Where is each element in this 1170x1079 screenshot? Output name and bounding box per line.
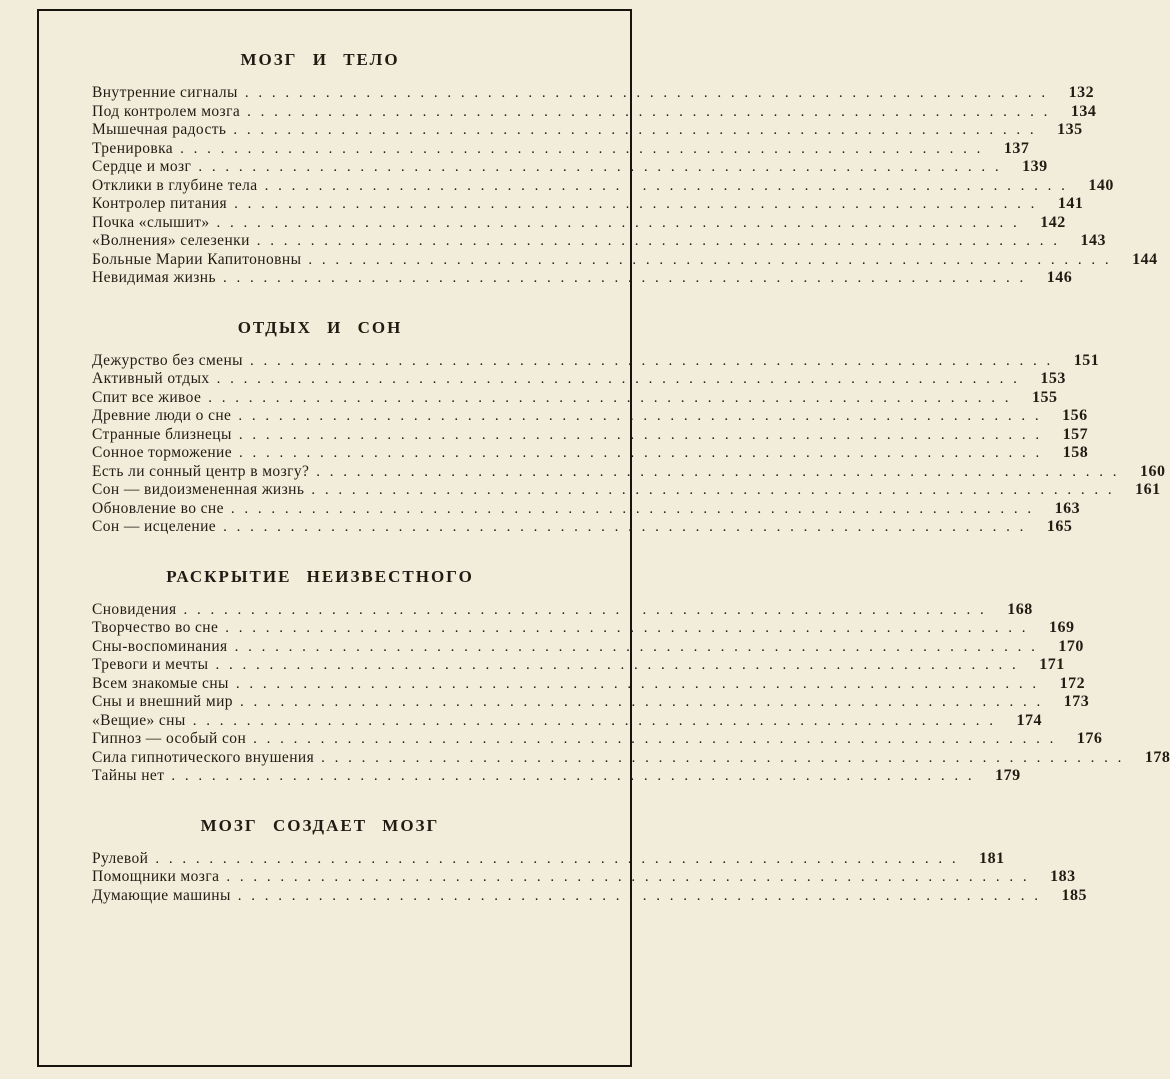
entry-label: Внутренние сигналы <box>92 84 238 101</box>
entry-label: Рулевой <box>92 849 149 867</box>
entry-page-number: 161 <box>1135 481 1161 498</box>
entry-label: Под контролем мозга <box>92 102 241 120</box>
toc-entry <box>92 730 1103 749</box>
toc-entry <box>92 176 1114 196</box>
dot-leader: . . . . . . . . . . . . . . . . . . . . . . . . . . . . . . . . . . . . . . . . . . . . . . . . . . . . . . . . . . . . <box>244 85 1049 101</box>
entry-page-number: 141 <box>1057 195 1084 212</box>
dot-leader: . . . . . . . . . . . . . . . . . . . . . . . . . . . . . . . . . . . . . . . . . . . . . . . . . . . . . . . . . . . . <box>311 482 1115 498</box>
toc <box>92 0 1170 905</box>
dot-leader: . . . . . . . . . . . . . . . . . . . . . . . . . . . . . . . . . . . . . . . . . . . . . . . . . . . . . . . . . . . . <box>234 196 1038 212</box>
entry-label: Невидимая жизнь <box>92 269 216 286</box>
toc-entry <box>92 102 1097 122</box>
toc-entry <box>92 499 1081 519</box>
toc-entry <box>92 656 1065 675</box>
entry-page-number: 134 <box>1070 102 1097 120</box>
dot-leader: . . . . . . . . . . . . . . . . . . . . . . . . . . . . . . . . . . . . . . . . . . . . . . . . . . . . . . . . . . . . <box>256 233 1061 249</box>
entry-page-number: 137 <box>1003 139 1030 157</box>
dot-leader: . . . . . . . . . . . . . . . . . . . . . . . . . . . . . . . . . . . . . . . . . . . . . . . . . . . . . . . . . . . . <box>264 177 1068 194</box>
toc-entry <box>92 619 1075 638</box>
dot-leader: . . . . . . . . . . . . . . . . . . . . . . . . . . . . . . . . . . . . . . . . . . . . . . . . . . . . . . . . . . . . <box>155 850 959 867</box>
dot-leader: . . . . . . . . . . . . . . . . . . . . . . . . . . . . . . . . . . . . . . . . . . . . . . . . . . . . . . . . . . . . <box>321 749 1125 766</box>
toc-entry <box>92 693 1090 712</box>
toc-entry <box>92 121 1083 140</box>
entry-page-number: 158 <box>1062 444 1089 461</box>
dot-leader: . . . . . . . . . . . . . . . . . . . . . . . . . . . . . . . . . . . . . . . . . . . . . . . . . . . . . . . . . . . . <box>208 389 1012 406</box>
entry-label: Тренировка <box>92 139 174 157</box>
toc-section <box>92 317 1166 537</box>
entry-page-number: 174 <box>1016 711 1042 729</box>
entry-label: Больные Марии Капитоновны <box>92 250 302 268</box>
entry-page-number: 173 <box>1063 693 1090 710</box>
entry-label: Сон — видоизмененная жизнь <box>92 481 305 498</box>
dot-leader: . . . . . . . . . . . . . . . . . . . . . . . . . . . . . . . . . . . . . . . . . . . . . . . . . . . . . . . . . . . . <box>225 620 1029 636</box>
toc-entry <box>92 462 1166 482</box>
entry-label: Отклики в глубине тела <box>92 176 258 194</box>
dot-leader: . . . . . . . . . . . . . . . . . . . . . . . . . . . . . . . . . . . . . . . . . . . . . . . . . . . . . . . . . . . . <box>223 519 1027 535</box>
entry-page-number: 183 <box>1050 868 1076 885</box>
section-title: МОЗГ СОЗДАЕТ МОЗГ <box>200 815 440 835</box>
toc-entry <box>92 767 1021 786</box>
dot-leader: . . . . . . . . . . . . . . . . . . . . . . . . . . . . . . . . . . . . . . . . . . . . . . . . . . . . . . . . . . . . <box>226 869 1030 885</box>
entry-label: Думающие машины <box>92 886 231 904</box>
entry-page-number: 143 <box>1080 232 1107 249</box>
dot-leader: . . . . . . . . . . . . . . . . . . . . . . . . . . . . . . . . . . . . . . . . . . . . . . . . . . . . . . . . . . . . <box>239 694 1044 710</box>
dot-leader: . . . . . . . . . . . . . . . . . . . . . . . . . . . . . . . . . . . . . . . . . . . . . . . . . . . . . . . . . . . . <box>183 601 987 618</box>
toc-entry <box>92 213 1066 233</box>
dot-leader: . . . . . . . . . . . . . . . . . . . . . . . . . . . . . . . . . . . . . . . . . . . . . . . . . . . . . . . . . . . . <box>239 445 1043 461</box>
entry-page-number: 144 <box>1132 250 1158 268</box>
toc-entry <box>92 748 1170 768</box>
entry-page-number: 156 <box>1062 407 1088 424</box>
dot-leader: . . . . . . . . . . . . . . . . . . . . . . . . . . . . . . . . . . . . . . . . . . . . . . . . . . . . . . . . . . . . <box>192 712 996 729</box>
toc-entry <box>92 886 1088 906</box>
toc-entry <box>92 370 1066 389</box>
entry-page-number: 178 <box>1144 748 1170 766</box>
toc-section <box>92 815 1088 906</box>
entry-label: Всем знакомые сны <box>92 674 229 692</box>
entry-label: Странные близнецы <box>92 425 232 443</box>
entry-page-number: 171 <box>1039 656 1065 673</box>
toc-entry <box>92 195 1084 214</box>
dot-leader: . . . . . . . . . . . . . . . . . . . . . . . . . . . . . . . . . . . . . . . . . . . . . . . . . . . . . . . . . . . . <box>230 500 1035 517</box>
entry-label: Сила гипнотического внушения <box>92 748 315 766</box>
entry-page-number: 155 <box>1032 388 1058 406</box>
dot-leader: . . . . . . . . . . . . . . . . . . . . . . . . . . . . . . . . . . . . . . . . . . . . . . . . . . . . . . . . . . . . <box>171 768 975 784</box>
entry-page-number: 157 <box>1062 425 1089 443</box>
entry-page-number: 135 <box>1057 121 1083 138</box>
toc-entry <box>92 407 1088 426</box>
toc-entry <box>92 158 1048 177</box>
dot-leader: . . . . . . . . . . . . . . . . . . . . . . . . . . . . . . . . . . . . . . . . . . . . . . . . . . . . . . . . . . . . <box>215 657 1019 673</box>
toc-entry <box>92 139 1030 159</box>
entry-page-number: 146 <box>1046 269 1073 286</box>
dot-leader: . . . . . . . . . . . . . . . . . . . . . . . . . . . . . . . . . . . . . . . . . . . . . . . . . . . . . . . . . . . . <box>249 352 1054 369</box>
entry-label: Контролер питания <box>92 195 228 212</box>
entry-page-number: 181 <box>979 849 1005 867</box>
entry-page-number: 160 <box>1140 462 1166 480</box>
dot-leader: . . . . . . . . . . . . . . . . . . . . . . . . . . . . . . . . . . . . . . . . . . . . . . . . . . . . . . . . . . . . <box>198 159 1002 175</box>
entry-label: Мышечная радость <box>92 121 227 138</box>
toc-entry <box>92 849 1005 869</box>
entry-label: Древние люди о сне <box>92 407 232 424</box>
toc-entry <box>92 674 1086 694</box>
dot-leader: . . . . . . . . . . . . . . . . . . . . . . . . . . . . . . . . . . . . . . . . . . . . . . . . . . . . . . . . . . . . <box>316 463 1120 480</box>
entry-page-number: 140 <box>1088 176 1114 194</box>
toc-entry <box>92 250 1158 270</box>
toc-entry <box>92 637 1084 657</box>
entry-label: «Волнения» селезенки <box>92 232 250 249</box>
entry-page-number: 165 <box>1046 518 1073 535</box>
entry-label: Сонное торможение <box>92 444 233 461</box>
entry-page-number: 172 <box>1059 674 1086 692</box>
dot-leader: . . . . . . . . . . . . . . . . . . . . . . . . . . . . . . . . . . . . . . . . . . . . . . . . . . . . . . . . . . . . <box>216 371 1020 387</box>
entry-page-number: 168 <box>1007 600 1033 618</box>
dot-leader: . . . . . . . . . . . . . . . . . . . . . . . . . . . . . . . . . . . . . . . . . . . . . . . . . . . . . . . . . . . . <box>237 887 1042 904</box>
entry-label: «Вещие» сны <box>92 711 186 729</box>
entry-label: Почка «слышит» <box>92 213 210 231</box>
toc-entry <box>92 444 1089 463</box>
toc-entry <box>92 388 1058 408</box>
entry-label: Сны-воспоминания <box>92 637 228 655</box>
entry-page-number: 169 <box>1049 619 1075 636</box>
toc-entry <box>92 269 1073 288</box>
entry-label: Помощники мозга <box>92 868 220 885</box>
entry-page-number: 151 <box>1073 351 1100 369</box>
entry-label: Обновление во сне <box>92 499 224 517</box>
dot-leader: . . . . . . . . . . . . . . . . . . . . . . . . . . . . . . . . . . . . . . . . . . . . . . . . . . . . . . . . . . . . <box>238 426 1043 443</box>
entry-page-number: 170 <box>1058 637 1084 655</box>
entry-label: Сны и внешний мир <box>92 693 233 710</box>
entry-label: Спит все живое <box>92 388 202 406</box>
toc-entry <box>92 711 1042 731</box>
toc-entry <box>92 868 1076 887</box>
toc-entry <box>92 518 1073 537</box>
toc-entry <box>92 351 1100 371</box>
dot-leader: . . . . . . . . . . . . . . . . . . . . . . . . . . . . . . . . . . . . . . . . . . . . . . . . . . . . . . . . . . . . <box>216 214 1020 231</box>
entry-label: Сон — исцеление <box>92 518 217 535</box>
dot-leader: . . . . . . . . . . . . . . . . . . . . . . . . . . . . . . . . . . . . . . . . . . . . . . . . . . . . . . . . . . . . <box>308 251 1112 268</box>
entry-label: Дежурство без смены <box>92 351 243 369</box>
section-title: ОТДЫХ И СОН <box>237 317 403 337</box>
entry-page-number: 132 <box>1068 84 1095 101</box>
section-title: РАСКРЫТИЕ НЕИЗВЕСТНОГО <box>166 566 474 586</box>
dot-leader: . . . . . . . . . . . . . . . . . . . . . . . . . . . . . . . . . . . . . . . . . . . . . . . . . . . . . . . . . . . . <box>234 638 1038 655</box>
toc-entry <box>92 232 1107 251</box>
dot-leader: . . . . . . . . . . . . . . . . . . . . . . . . . . . . . . . . . . . . . . . . . . . . . . . . . . . . . . . . . . . . <box>180 140 984 157</box>
entry-label: Творчество во сне <box>92 619 219 636</box>
entry-page-number: 142 <box>1040 213 1066 231</box>
toc-entry <box>92 84 1095 103</box>
toc-entry <box>92 425 1089 445</box>
dot-leader: . . . . . . . . . . . . . . . . . . . . . . . . . . . . . . . . . . . . . . . . . . . . . . . . . . . . . . . . . . . . <box>247 103 1051 120</box>
entry-page-number: 153 <box>1040 370 1066 387</box>
entry-label: Тайны нет <box>92 767 165 784</box>
entry-label: Сердце и мозг <box>92 158 192 175</box>
dot-leader: . . . . . . . . . . . . . . . . . . . . . . . . . . . . . . . . . . . . . . . . . . . . . . . . . . . . . . . . . . . . <box>233 122 1037 138</box>
entry-label: Активный отдых <box>92 370 210 387</box>
entry-label: Сновидения <box>92 600 177 618</box>
toc-section <box>92 50 1158 288</box>
dot-leader: . . . . . . . . . . . . . . . . . . . . . . . . . . . . . . . . . . . . . . . . . . . . . . . . . . . . . . . . . . . . <box>238 408 1042 424</box>
entry-page-number: 179 <box>995 767 1021 784</box>
dot-leader: . . . . . . . . . . . . . . . . . . . . . . . . . . . . . . . . . . . . . . . . . . . . . . . . . . . . . . . . . . . . <box>235 675 1040 692</box>
entry-label: Тревоги и мечты <box>92 656 209 673</box>
toc-section <box>92 566 1170 786</box>
toc-entry <box>92 481 1161 500</box>
entry-label: Гипноз — особый сон <box>92 730 247 747</box>
entry-page-number: 176 <box>1076 730 1103 747</box>
section-title: МОЗГ И ТЕЛО <box>240 50 400 69</box>
entry-page-number: 185 <box>1061 886 1088 904</box>
entry-page-number: 163 <box>1054 499 1081 517</box>
dot-leader: . . . . . . . . . . . . . . . . . . . . . . . . . . . . . . . . . . . . . . . . . . . . . . . . . . . . . . . . . . . . <box>253 731 1057 747</box>
entry-page-number: 139 <box>1022 158 1048 175</box>
dot-leader: . . . . . . . . . . . . . . . . . . . . . . . . . . . . . . . . . . . . . . . . . . . . . . . . . . . . . . . . . . . . <box>222 270 1027 286</box>
entry-label: Есть ли сонный центр в мозгу? <box>92 462 310 480</box>
toc-entry <box>92 600 1033 620</box>
